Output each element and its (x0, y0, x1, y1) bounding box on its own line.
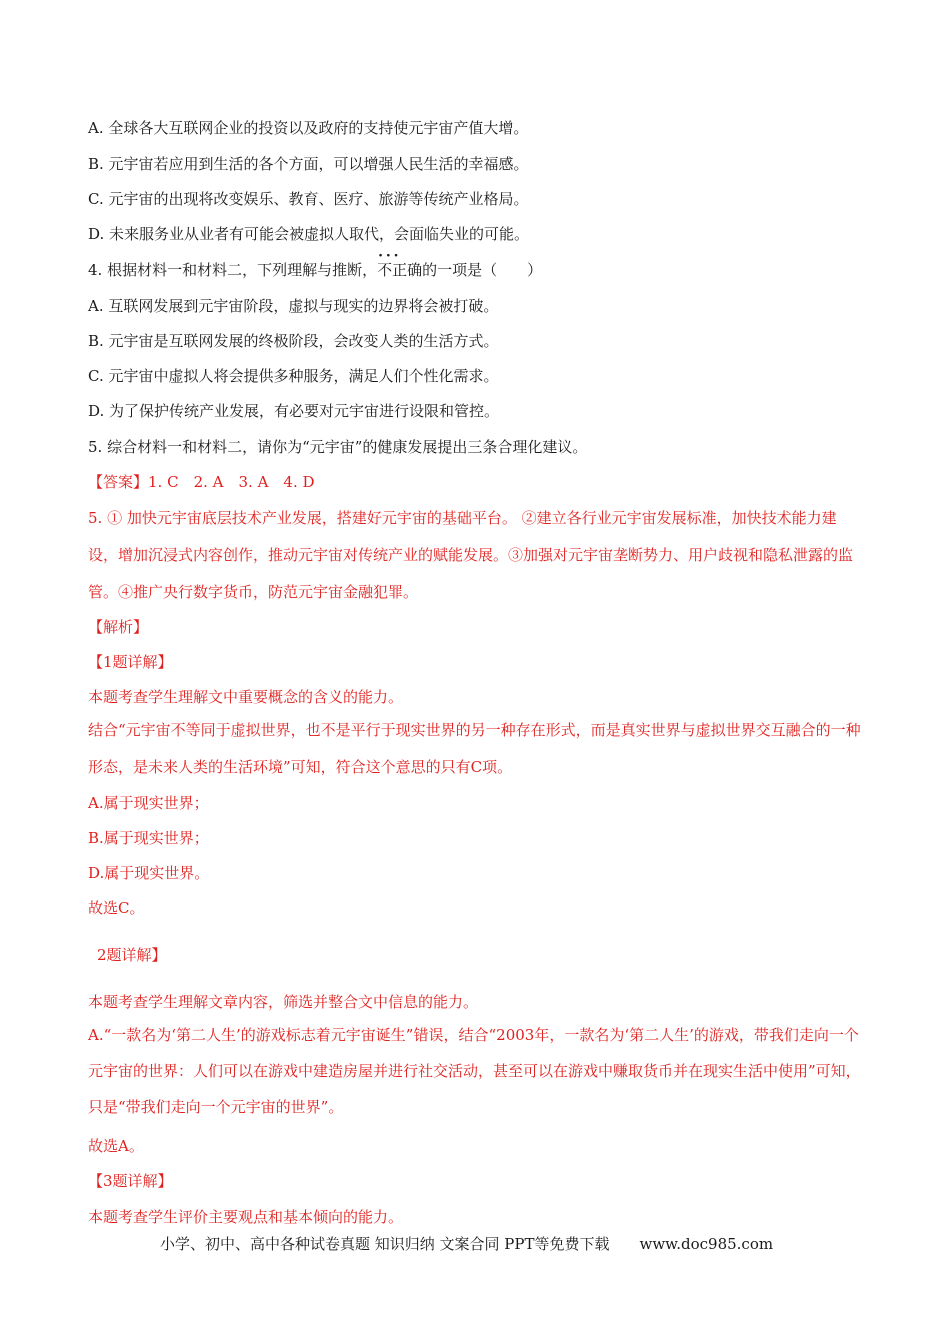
q1-option-a-note: A.属于现实世界； (88, 794, 209, 812)
q3-option-a: A. 全球各大互联网企业的投资以及政府的支持使元宇宙产值大增。 (88, 119, 529, 137)
q4-option-c: C. 元宇宙中虚拟人将会提供多种服务，满足人们个性化需求。 (88, 367, 499, 385)
q4-stem-after: 的一项是（ ） (422, 261, 543, 279)
q1-option-b-note: B.属于现实世界； (88, 829, 209, 847)
q4-stem-before: 4. 根据材料一和材料二，下列理解与推断， (88, 261, 378, 279)
q2-conclusion: 故选A。 (88, 1137, 144, 1155)
q2-intro: 本题考查学生理解文章内容，筛选并整合文中信息的能力。 (88, 993, 479, 1011)
q5-answer: 5. ① 加快元宇宙底层技术产业发展，搭建好元宇宙的基础平台。 ②建立各行业元宇宙发展标准，加快技术能力建设，增加沉浸式内容创作，推动元宇宙对传统产业的赋能发展。③加强对元宇宙垄断势力、用户歧视和隐私泄露的监管。④推广央行数字货币，防范元宇宙金融犯罪。 (88, 509, 854, 601)
q1-conclusion: 故选C。 (88, 899, 145, 917)
q5-stem: 5. 综合材料一和材料二，请你为“元宇宙”的健康发展提出三条合理化建议。 (88, 438, 588, 456)
q3-title: 【3题详解】 (88, 1172, 173, 1190)
q3-option-d: D. 未来服务业从业者有可能会被虚拟人取代，会面临失业的可能。 (88, 225, 530, 243)
q4-stem-emphasis: · · 不正确 (377, 260, 422, 280)
q1-title: 【1题详解】 (88, 653, 173, 671)
q4-option-a: A. 互联网发展到元宇宙阶段，虚拟与现实的边界将会被打破。 (88, 297, 499, 315)
answer-choices-text: 1. C 2. A 3. A 4. D (148, 473, 315, 491)
page-footer: 小学、初中、高中各种试卷真题 知识归纳 文案合同 PPT等免费下载 www.doc985.com (160, 1235, 774, 1253)
q3-option-c: C. 元宇宙的出现将改变娱乐、教育、医疗、旅游等传统产业格局。 (88, 190, 529, 208)
q3-intro: 本题考查学生评价主要观点和基本倾向的能力。 (88, 1208, 404, 1226)
q3-option-b: B. 元宇宙若应用到生活的各个方面，可以增强人民生活的幸福感。 (88, 155, 529, 173)
q2-body: A.“一款名为‘第二人生’的游戏标志着元宇宙诞生”错误，结合“2003年，一款名为‘第二人生’的游戏，带我们走向一个元宇宙的世界：人们可以在游戏中建造房屋并进行社交活动，甚至可以在游戏中赚取货币并在现实生活中使用”可知，只是“带我们走向一个元宇宙的世界”。 (88, 1026, 861, 1116)
q4-stem (88, 260, 542, 280)
q4-option-d: D. 为了保护传统产业发展，有必要对元宇宙进行设限和管控。 (88, 402, 500, 420)
q1-body: 结合“元宇宙不等同于虚拟世界，也不是平行于现实世界的另一种存在形式，而是真实世界与虚拟世界交互融合的一种形态，是未来人类的生活环境”可知，符合这个意思的只有C项。 (88, 721, 861, 776)
q2-title: 2题详解】 (97, 946, 167, 964)
answer-choices (88, 472, 315, 492)
q1-option-d-note: D.属于现实世界。 (88, 864, 210, 882)
answer-label: 【答案】 (88, 473, 149, 491)
q1-intro: 本题考查学生理解文中重要概念的含义的能力。 (88, 688, 404, 706)
q4-option-b: B. 元宇宙是互联网发展的终极阶段，会改变人类的生活方式。 (88, 332, 499, 350)
analysis-label: 【解析】 (88, 618, 149, 636)
